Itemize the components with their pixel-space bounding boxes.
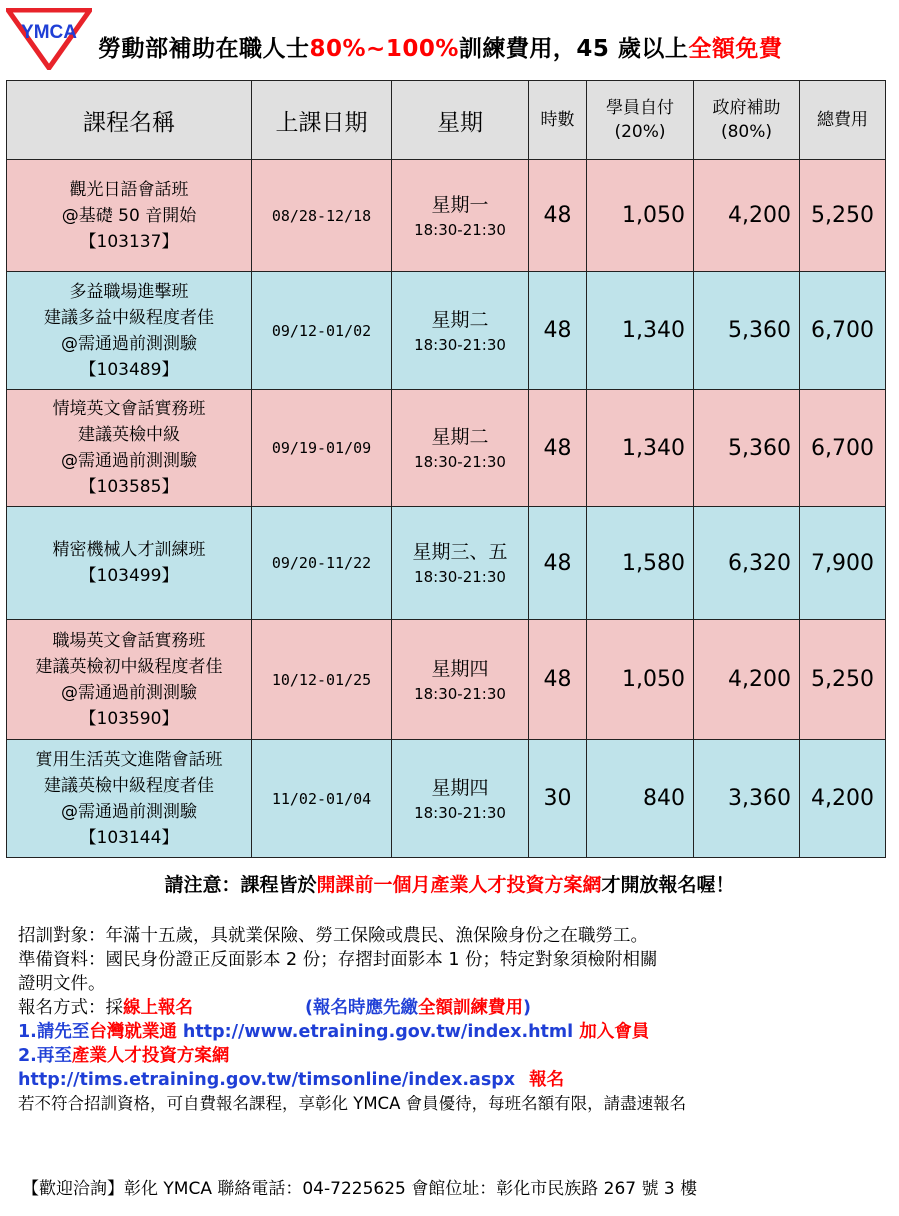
header-course-name: 課程名稱 xyxy=(7,81,252,160)
etraining-link[interactable]: http://www.etraining.gov.tw/index.html xyxy=(176,1022,580,1042)
course-weekday xyxy=(392,160,529,272)
course-name xyxy=(7,272,252,390)
total-fee: 5,250 xyxy=(800,160,886,272)
page-header xyxy=(0,0,899,80)
total-fee: 4,200 xyxy=(800,740,886,858)
header-total: 總費用 xyxy=(800,81,886,160)
course-name xyxy=(7,390,252,507)
title-part-3: 訓練費用，45 歲以上 xyxy=(458,36,689,62)
course-name-line: 【103144】 xyxy=(79,827,179,848)
course-name xyxy=(7,620,252,740)
class-time: 18:30-21:30 xyxy=(414,220,506,239)
student-pay: 1,050 xyxy=(587,160,694,272)
course-row xyxy=(7,620,886,740)
logo-text: YMCA xyxy=(21,22,77,43)
course-date: 11/02-01/04 xyxy=(252,740,392,858)
course-name-line: 職場英文會話實務班 xyxy=(52,630,206,651)
course-hours: 48 xyxy=(529,390,587,507)
total-fee: 6,700 xyxy=(800,390,886,507)
title-free: 全額免費 xyxy=(688,36,783,62)
target-text: 招訓對象：年滿十五歲，具就業保險、勞工保險或農民、漁保險身份之在職勞工。 xyxy=(18,926,648,946)
tims-link[interactable]: http://tims.etraining.gov.tw/timsonline/index.aspx xyxy=(18,1070,516,1090)
course-name-line: 建議多益中級程度者佳 xyxy=(44,307,214,328)
student-pay: 1,580 xyxy=(587,507,694,620)
step-1-line: 1.請先至台灣就業通 http://www.etraining.gov.tw/index.html 加入會員 xyxy=(18,1022,650,1042)
contact-footer: 【歡迎洽詢】彰化 YMCA 聯絡電話：04-7225625 會館位址：彰化市民族路 267 號 3 樓 xyxy=(22,1179,698,1199)
course-name-line: 建議英檢中級程度者佳 xyxy=(44,775,214,796)
ymca-logo xyxy=(6,8,92,70)
course-date: 10/12-01/25 xyxy=(252,620,392,740)
course-hours: 30 xyxy=(529,740,587,858)
course-name-line: 【103137】 xyxy=(79,231,179,252)
course-weekday xyxy=(392,272,529,390)
course-name-line: 實用生活英文進階會話班 xyxy=(35,749,223,770)
student-pay: 840 xyxy=(587,740,694,858)
student-pay: 1,340 xyxy=(587,272,694,390)
class-time: 18:30-21:30 xyxy=(414,568,506,586)
student-pay: 1,050 xyxy=(587,620,694,740)
course-hours: 48 xyxy=(529,272,587,390)
weekday-text: 星期二 xyxy=(431,426,489,448)
step-2-url-line: http://tims.etraining.gov.tw/timsonline/index.aspx 報名 xyxy=(18,1070,565,1090)
step-2-line: 2.再至產業人才投資方案網 xyxy=(18,1046,230,1066)
course-hours: 48 xyxy=(529,507,587,620)
weekday-text: 星期四 xyxy=(431,776,489,799)
course-weekday xyxy=(392,740,529,858)
gov-subsidy: 4,200 xyxy=(694,160,800,272)
course-weekday xyxy=(392,620,529,740)
course-name xyxy=(7,160,252,272)
registration-notice: 請注意：課程皆於開課前一個月產業人才投資方案網才開放報名喔！ xyxy=(164,874,735,896)
course-date: 09/20-11/22 xyxy=(252,507,392,620)
weekday-text: 星期三、五 xyxy=(412,541,508,563)
course-name-line: 建議英檢初中級程度者佳 xyxy=(35,656,223,677)
course-weekday xyxy=(392,507,529,620)
course-date: 08/28-12/18 xyxy=(252,160,392,272)
course-row xyxy=(7,390,886,507)
header-hours: 時數 xyxy=(529,81,587,160)
course-date: 09/12-01/02 xyxy=(252,272,392,390)
self-pay-text: 若不符合招訓資格，可自費報名課程，享彰化 YMCA 會員優待，每班名額有限，請盡速報名 xyxy=(18,1094,687,1113)
course-name xyxy=(7,740,252,858)
course-hours: 48 xyxy=(529,160,587,272)
total-fee: 6,700 xyxy=(800,272,886,390)
docs-text-1: 準備資料：國民身份證正反面影本 2 份；存摺封面影本 1 份；特定對象須檢附相關 xyxy=(18,950,658,970)
course-name-line: @需通過前測測驗 xyxy=(61,451,197,471)
method-line: 報名方式：採線上報名 (報名時應先繳全額訓練費用) xyxy=(18,998,531,1018)
page-title xyxy=(98,30,782,63)
title-percent: 80%~100% xyxy=(309,36,459,62)
course-name-line: 觀光日語會話班 xyxy=(69,179,189,200)
header-student-pay: 學員自付 (20%) xyxy=(587,81,694,160)
total-fee: 7,900 xyxy=(800,507,886,620)
gov-subsidy: 3,360 xyxy=(694,740,800,858)
gov-subsidy: 4,200 xyxy=(694,620,800,740)
course-name-line: 【103585】 xyxy=(79,477,179,497)
course-row xyxy=(7,740,886,858)
course-row xyxy=(7,507,886,620)
course-name-line: @需通過前測測驗 xyxy=(61,801,197,822)
header-weekday: 星期 xyxy=(392,81,529,160)
table-header-row xyxy=(7,81,886,160)
course-table xyxy=(6,80,886,858)
header-date: 上課日期 xyxy=(252,81,392,160)
course-row xyxy=(7,160,886,272)
weekday-text: 星期一 xyxy=(431,193,489,216)
class-time: 18:30-21:30 xyxy=(414,803,506,822)
course-name-line: 【103590】 xyxy=(79,708,179,729)
course-name-line: 精密機械人才訓練班 xyxy=(52,540,206,560)
course-name-line: 【103499】 xyxy=(79,566,179,586)
course-date: 09/19-01/09 xyxy=(252,390,392,507)
gov-subsidy: 5,360 xyxy=(694,272,800,390)
student-pay: 1,340 xyxy=(587,390,694,507)
course-hours: 48 xyxy=(529,620,587,740)
gov-subsidy: 6,320 xyxy=(694,507,800,620)
class-time: 18:30-21:30 xyxy=(414,684,506,703)
class-time: 18:30-21:30 xyxy=(414,335,506,354)
class-time: 18:30-21:30 xyxy=(414,453,506,471)
course-name-line: @需通過前測測驗 xyxy=(61,333,197,354)
title-part-1: 勞動部補助在職人士 xyxy=(98,36,310,62)
gov-subsidy: 5,360 xyxy=(694,390,800,507)
course-name-line: 情境英文會話實務班 xyxy=(52,399,206,419)
course-name xyxy=(7,507,252,620)
info-section xyxy=(18,924,888,1116)
weekday-text: 星期四 xyxy=(431,657,489,680)
header-gov-subsidy: 政府補助 (80%) xyxy=(694,81,800,160)
course-name-line: 【103489】 xyxy=(79,359,179,380)
course-name-line: @需通過前測測驗 xyxy=(61,682,197,703)
course-name-line: 建議英檢中級 xyxy=(78,425,180,445)
course-name-line: @基礎 50 音開始 xyxy=(61,205,197,226)
total-fee: 5,250 xyxy=(800,620,886,740)
course-name-line: 多益職場進擊班 xyxy=(69,281,189,302)
course-row xyxy=(7,272,886,390)
course-weekday xyxy=(392,390,529,507)
docs-text-2: 證明文件。 xyxy=(18,974,106,994)
weekday-text: 星期二 xyxy=(431,308,489,331)
